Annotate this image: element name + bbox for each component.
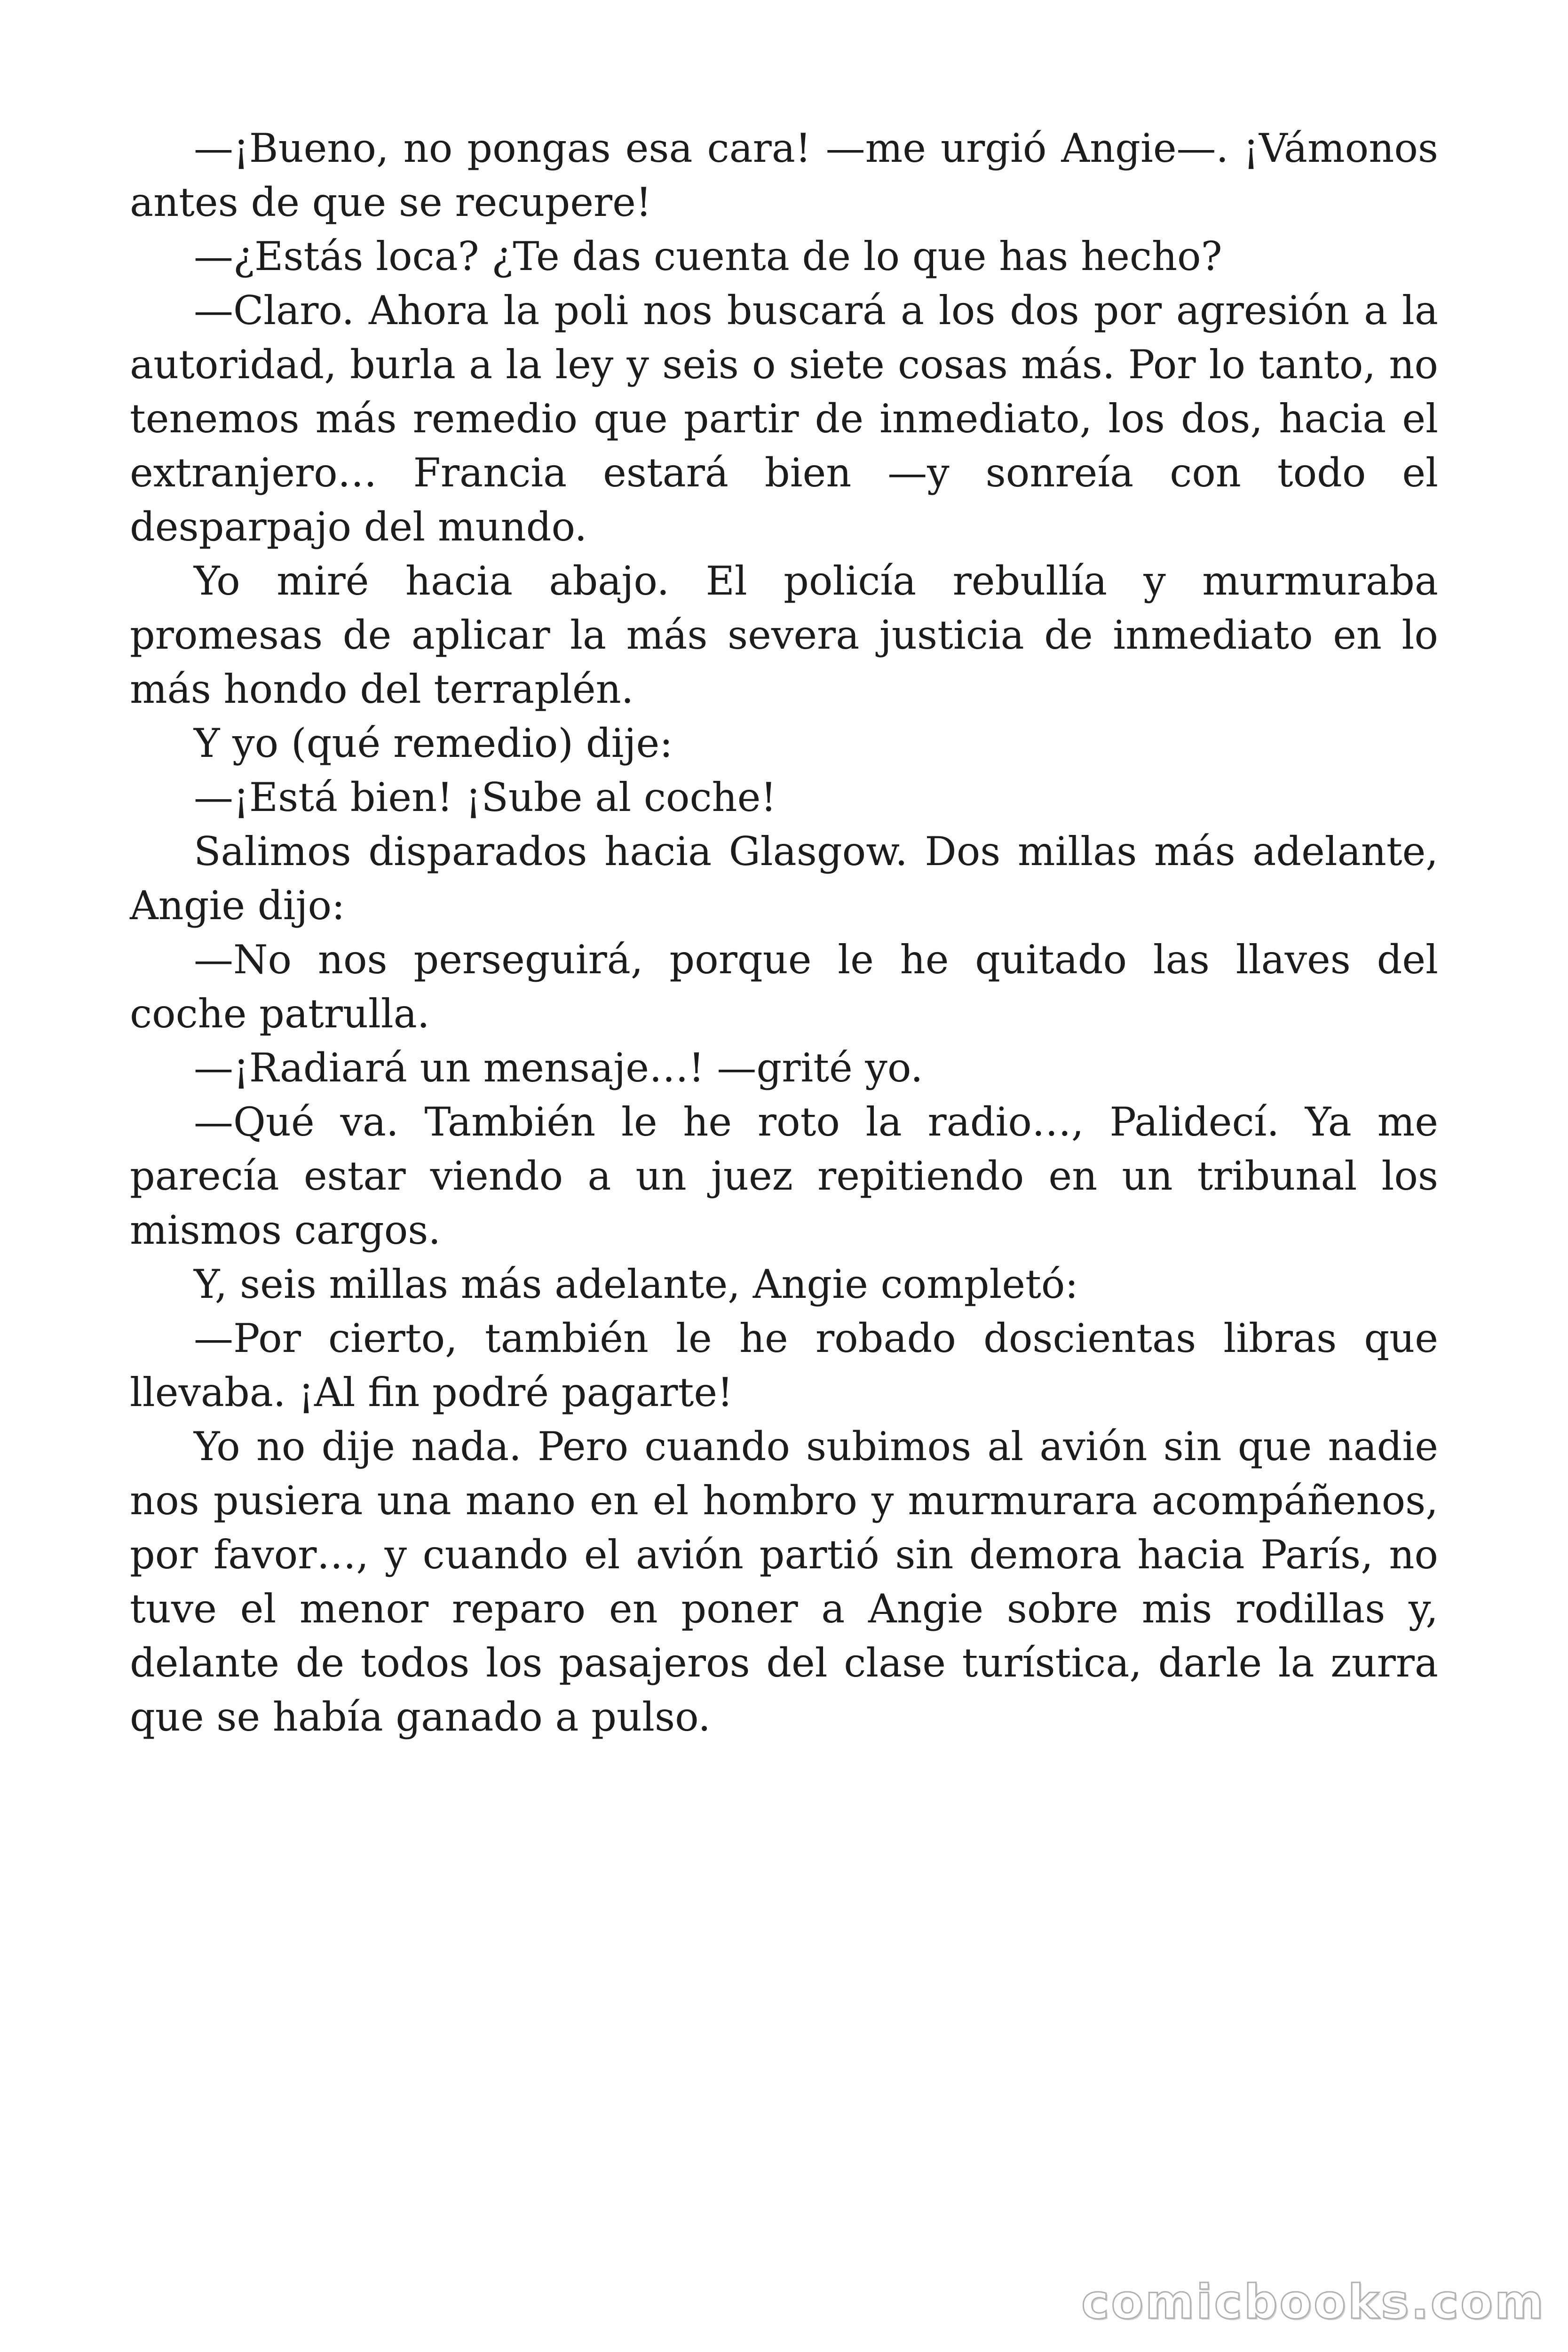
paragraph: Yo miré hacia abajo. El policía rebullía y murmuraba promesas de aplicar la más severa justicia de inmediato en lo más hondo del terraplén.	[130, 558, 1438, 712]
paragraph: —Qué va. También le he roto la radio…, Palidecí. Ya me parecía estar viendo a un juez repitiendo en un tribunal los mismos cargos.	[130, 1099, 1438, 1253]
paragraph: Yo no dije nada. Pero cuando subimos al avión sin que nadie nos pusiera una mano en el hombro y murmurara acompáñenos, por favor…, y cuando el avión partió sin demora hacia París, no tuve el menor reparo en poner a Angie sobre mis rodillas y, delante de todos los pasajeros del clase turística, darle la zurra que se había ganado a pulso.	[130, 1423, 1438, 1740]
paragraph: —¡Está bien! ¡Sube al coche!	[194, 774, 777, 820]
page-body-text	[130, 121, 1438, 1744]
paragraph: —¡Bueno, no pongas esa cara! —me urgió Angie—. ¡Vámonos antes de que se recupere!	[130, 125, 1438, 225]
watermark-logo: comicbooks.com	[1081, 2274, 1545, 2329]
paragraph: Salimos disparados hacia Glasgow. Dos millas más adelante, Angie dijo:	[130, 828, 1438, 929]
paragraph: —Por cierto, también le he robado doscientas libras que llevaba. ¡Al fin podré pagarte!	[130, 1315, 1438, 1415]
paragraph: —Claro. Ahora la poli nos buscará a los dos por agresión a la autoridad, burla a la ley y seis o siete cosas más. Por lo tanto, no tenemos más remedio que partir de inmediato, los dos, hacia el extranjero… Francia estará bien —y sonreía con todo el desparpajo del mundo.	[130, 287, 1438, 550]
paragraph: Y yo (qué remedio) dije:	[194, 720, 673, 766]
paragraph: —¿Estás loca? ¿Te das cuenta de lo que has hecho?	[194, 233, 1222, 279]
paragraph: —¡Radiará un mensaje…! —grité yo.	[194, 1045, 923, 1091]
paragraph: Y, seis millas más adelante, Angie completó:	[194, 1261, 1078, 1307]
paragraph: —No nos perseguirá, porque le he quitado las llaves del coche patrulla.	[130, 937, 1438, 1037]
